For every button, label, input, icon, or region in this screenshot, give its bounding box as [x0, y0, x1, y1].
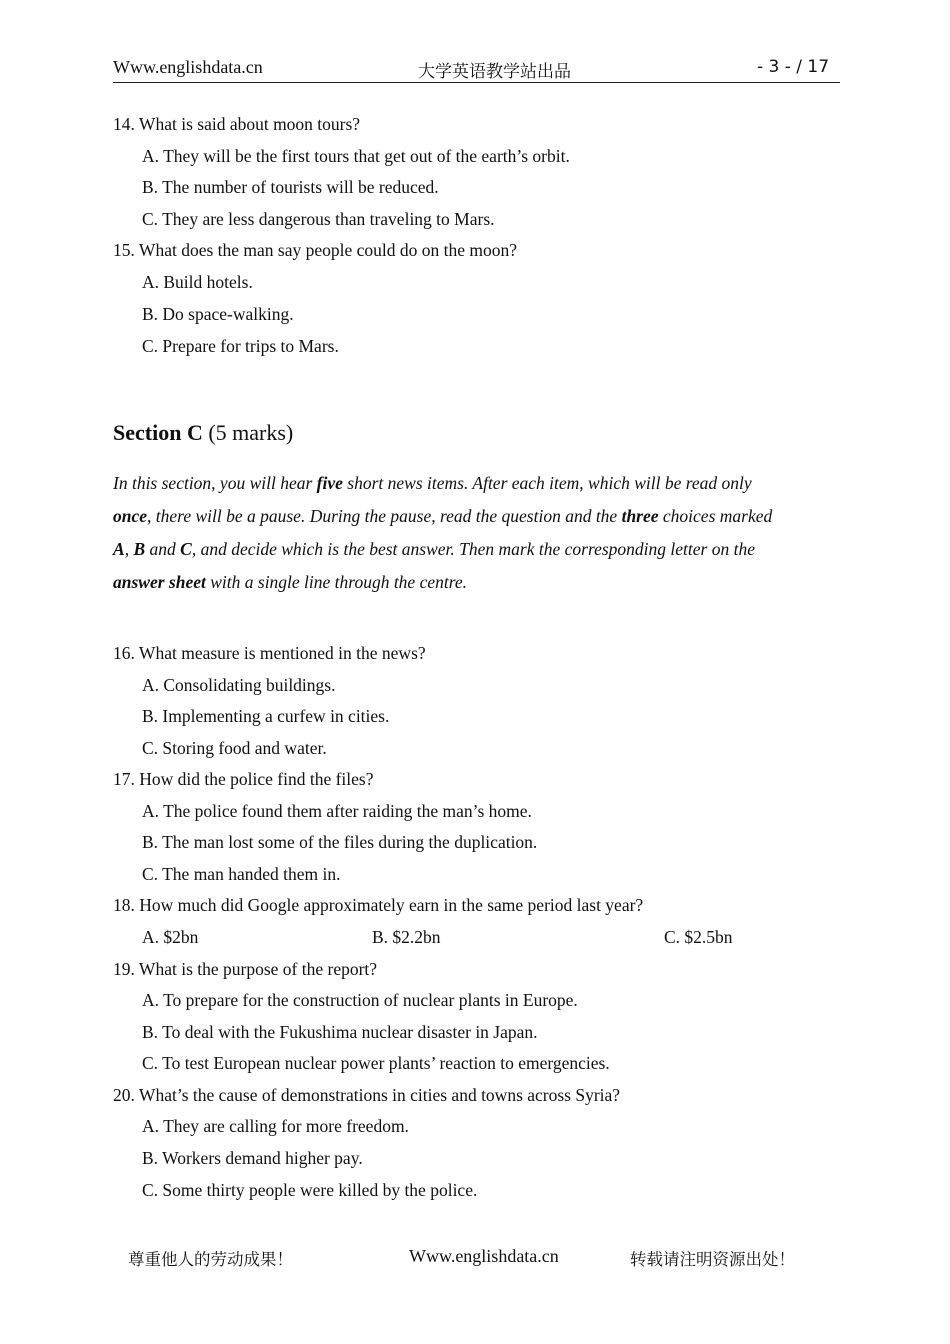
header-site: Www.englishdata.cn — [113, 57, 263, 77]
question-18: 18. How much did Google approximately earn in the same period last year? — [113, 895, 644, 915]
instr-bold: once — [113, 506, 148, 526]
question-14: 14. What is said about moon tours? — [113, 114, 361, 134]
question-17: 17. How did the police find the files? — [113, 769, 374, 789]
q17-option-c: C. The man handed them in. — [142, 864, 341, 884]
q14-option-a: A. They will be the first tours that get out of the earth’s orbit. — [142, 146, 570, 166]
q14-option-c: C. They are less dangerous than traveling to Mars. — [142, 209, 495, 229]
q14-option-b: B. The number of tourists will be reduced. — [142, 177, 439, 197]
section-c-title: Section C — [113, 420, 203, 445]
instructions-line-1 — [113, 473, 840, 494]
q20-option-c: C. Some thirty people were killed by the police. — [142, 1180, 478, 1200]
q20-option-b: B. Workers demand higher pay. — [142, 1148, 363, 1168]
instructions-line-3 — [113, 539, 840, 560]
instructions-line-2 — [113, 506, 840, 527]
q15-option-a: A. Build hotels. — [142, 272, 253, 292]
instr-bold: five — [316, 473, 343, 493]
section-c-marks: (5 marks) — [208, 420, 294, 445]
instr-bold: A — [113, 539, 125, 559]
footer-site: Www.englishdata.cn — [409, 1246, 559, 1266]
q15-option-b: B. Do space-walking. — [142, 304, 294, 324]
question-15: 15. What does the man say people could do on the moon? — [113, 240, 518, 260]
q18-option-c: C. $2.5bn — [664, 927, 733, 947]
q19-option-c: C. To test European nuclear power plants’ reaction to emergencies. — [142, 1053, 610, 1073]
instr-text: In this section, you will hear — [113, 473, 317, 493]
question-19: 19. What is the purpose of the report? — [113, 959, 378, 979]
instr-text: , — [124, 539, 134, 559]
q19-option-a: A. To prepare for the construction of nuclear plants in Europe. — [142, 990, 578, 1010]
question-20: 20. What’s the cause of demonstrations in cities and towns across Syria? — [113, 1085, 621, 1105]
footer-left: 尊重他人的劳动成果！ — [128, 1250, 293, 1269]
q16-option-a: A. Consolidating buildings. — [142, 675, 336, 695]
q18-option-b: B. $2.2bn — [372, 927, 441, 947]
q20-option-a: A. They are calling for more freedom. — [142, 1116, 409, 1136]
q18-option-a: A. $2bn — [142, 927, 199, 947]
instr-text: choices marked — [658, 506, 773, 526]
q15-option-c: C. Prepare for trips to Mars. — [142, 336, 339, 356]
instr-text: , and decide which is the best answer. Then mark the corresponding letter on the — [191, 539, 755, 559]
header-title: 大学英语教学站出品 — [418, 62, 571, 82]
instr-bold: three — [621, 506, 659, 526]
instr-text: and — [145, 539, 181, 559]
instr-bold: C — [180, 539, 192, 559]
instr-text: short news items. After each item, which will be read only — [342, 473, 752, 493]
instructions-line-4 — [113, 572, 840, 593]
q17-option-b: B. The man lost some of the files during the duplication. — [142, 832, 538, 852]
q19-option-b: B. To deal with the Fukushima nuclear disaster in Japan. — [142, 1022, 538, 1042]
instr-bold: answer sheet — [113, 572, 206, 592]
instr-text: with a single line through the centre. — [205, 572, 468, 592]
q17-option-a: A. The police found them after raiding the man’s home. — [142, 801, 532, 821]
section-c-heading — [113, 420, 293, 446]
question-16: 16. What measure is mentioned in the news? — [113, 643, 426, 663]
footer-right: 转载请注明资源出处！ — [630, 1250, 795, 1269]
page-number: - 3 - / 17 — [757, 57, 830, 77]
instr-bold: B — [133, 539, 146, 559]
q16-option-c: C. Storing food and water. — [142, 738, 327, 758]
instr-text: , there will be a pause. During the pause, read the question and the — [147, 506, 622, 526]
q16-option-b: B. Implementing a curfew in cities. — [142, 706, 390, 726]
header-rule — [113, 82, 840, 83]
